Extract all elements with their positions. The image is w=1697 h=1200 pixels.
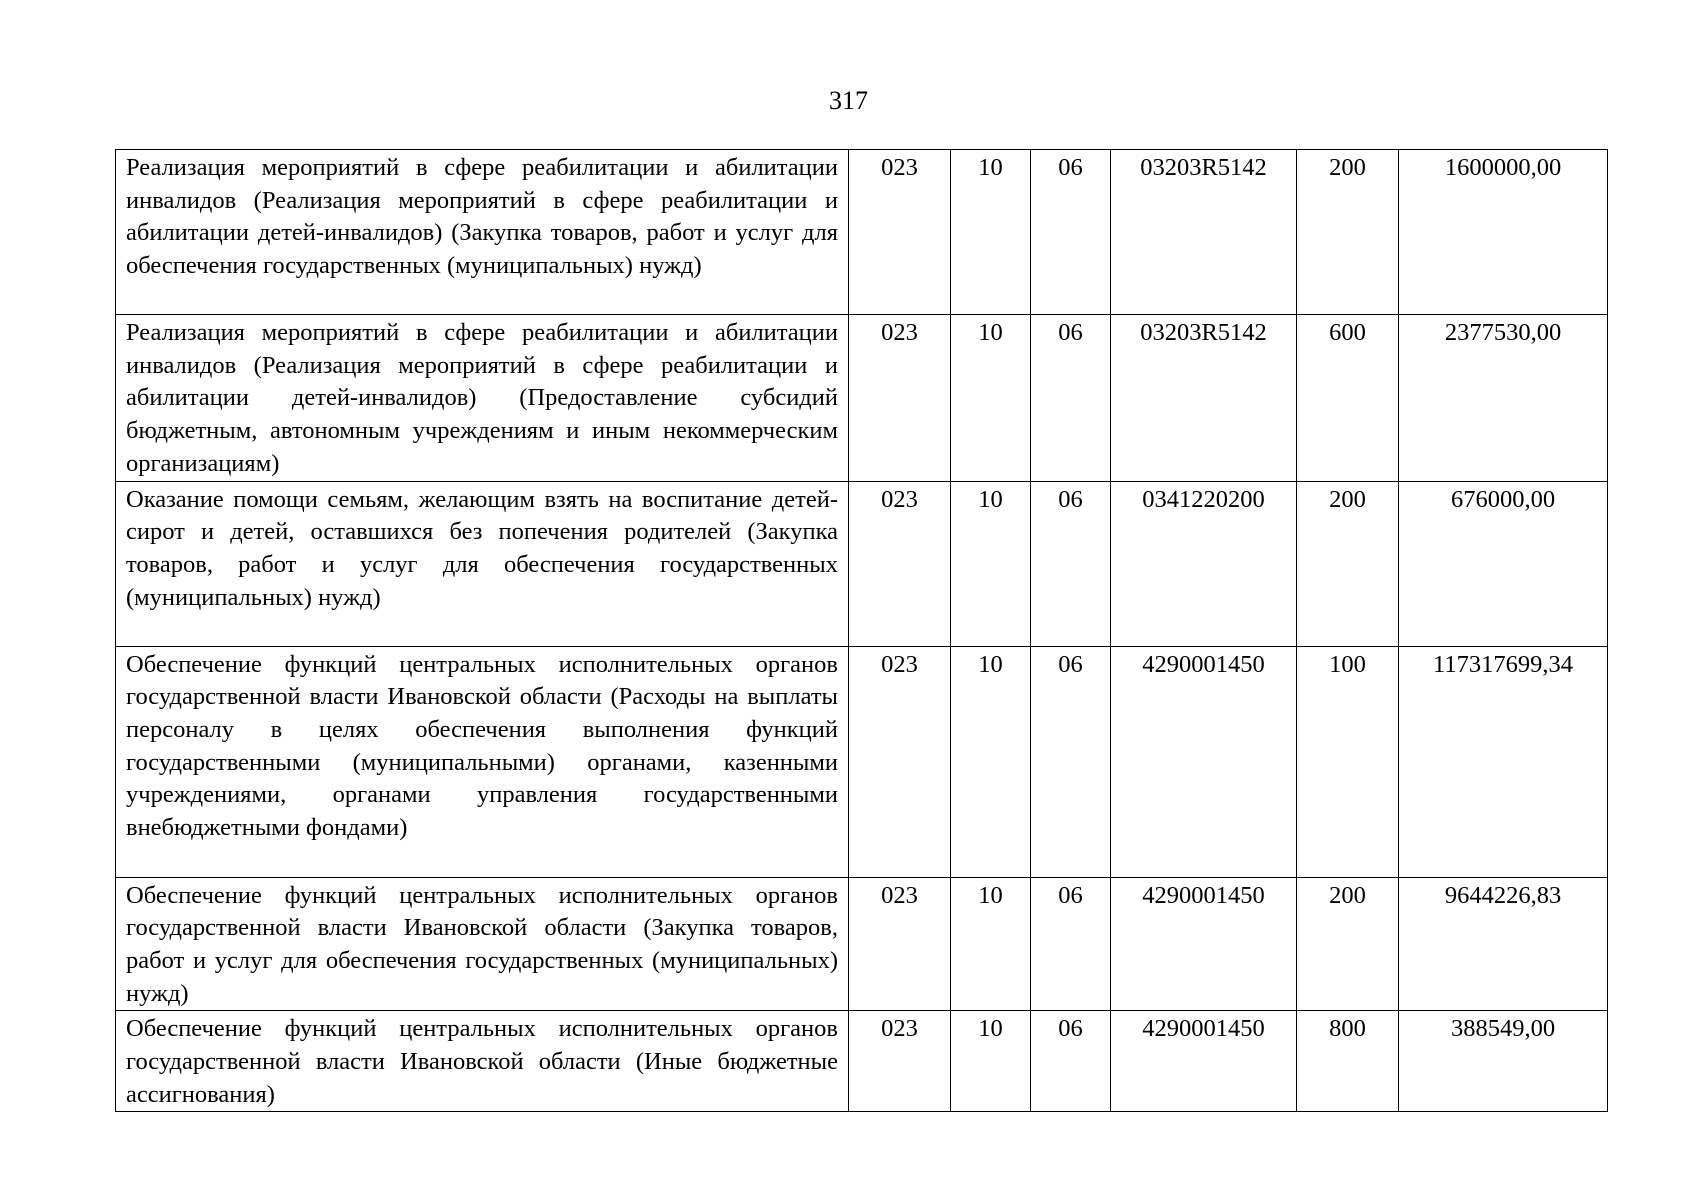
row-amount: 676000,00	[1399, 481, 1608, 646]
row-gr-code: 023	[849, 877, 951, 1011]
row-rz-code: 10	[951, 150, 1031, 315]
row-description: Обеспечение функций центральных исполнительных органов государственной власти Ивановской области (Иные бюджетные ассигнования)	[116, 1011, 849, 1112]
row-pr-code: 06	[1031, 877, 1111, 1011]
row-amount: 9644226,83	[1399, 877, 1608, 1011]
row-vr-code: 800	[1297, 1011, 1399, 1112]
row-gr-code: 023	[849, 315, 951, 482]
row-gr-code: 023	[849, 481, 951, 646]
table-row	[116, 877, 1608, 1011]
row-pr-code: 06	[1031, 315, 1111, 482]
row-csr-code: 4290001450	[1111, 877, 1297, 1011]
row-gr-code: 023	[849, 1011, 951, 1112]
row-vr-code: 100	[1297, 646, 1399, 877]
row-pr-code: 06	[1031, 150, 1111, 315]
row-description: Оказание помощи семьям, желающим взять на воспитание детей-сирот и детей, оставшихся без попечения родителей (Закупка товаров, работ и услуг для обеспечения государственных (муниципальных) нужд)	[116, 481, 849, 646]
row-amount: 1600000,00	[1399, 150, 1608, 315]
row-csr-code: 03203R5142	[1111, 150, 1297, 315]
row-csr-code: 0341220200	[1111, 481, 1297, 646]
row-vr-code: 200	[1297, 150, 1399, 315]
table-row	[116, 646, 1608, 877]
row-description: Реализация мероприятий в сфере реабилитации и абилитации инвалидов (Реализация мероприятий в сфере реабилитации и абилитации детей-инвалидов) (Закупка товаров, работ и услуг для обеспечения государственных (муниципальных) нужд)	[116, 150, 849, 315]
row-description: Реализация мероприятий в сфере реабилитации и абилитации инвалидов (Реализация мероприятий в сфере реабилитации и абилитации детей-инвалидов) (Предоставление субсидий бюджетным, автономным учреждениям и иным некоммерческим организациям)	[116, 315, 849, 482]
row-amount: 117317699,34	[1399, 646, 1608, 877]
row-rz-code: 10	[951, 481, 1031, 646]
row-pr-code: 06	[1031, 646, 1111, 877]
table-row	[116, 481, 1608, 646]
row-rz-code: 10	[951, 1011, 1031, 1112]
budget-table	[115, 149, 1608, 1112]
row-rz-code: 10	[951, 646, 1031, 877]
row-description: Обеспечение функций центральных исполнительных органов государственной власти Ивановской области (Расходы на выплаты персоналу в целях обеспечения выполнения функций государственными (муниципальными) органами, казенными учреждениями, органами управления государственными внебюджетными фондами)	[116, 646, 849, 877]
row-csr-code: 03203R5142	[1111, 315, 1297, 482]
row-rz-code: 10	[951, 877, 1031, 1011]
table-row	[116, 315, 1608, 482]
row-amount: 2377530,00	[1399, 315, 1608, 482]
row-pr-code: 06	[1031, 1011, 1111, 1112]
row-gr-code: 023	[849, 150, 951, 315]
row-csr-code: 4290001450	[1111, 646, 1297, 877]
table-row	[116, 150, 1608, 315]
row-vr-code: 200	[1297, 481, 1399, 646]
row-amount: 388549,00	[1399, 1011, 1608, 1112]
row-gr-code: 023	[849, 646, 951, 877]
row-vr-code: 600	[1297, 315, 1399, 482]
row-description: Обеспечение функций центральных исполнительных органов государственной власти Ивановской области (Закупка товаров, работ и услуг для обеспечения государственных (муниципальных) нужд)	[116, 877, 849, 1011]
row-vr-code: 200	[1297, 877, 1399, 1011]
row-rz-code: 10	[951, 315, 1031, 482]
row-csr-code: 4290001450	[1111, 1011, 1297, 1112]
table-row	[116, 1011, 1608, 1112]
row-pr-code: 06	[1031, 481, 1111, 646]
page-number: 317	[829, 86, 868, 115]
